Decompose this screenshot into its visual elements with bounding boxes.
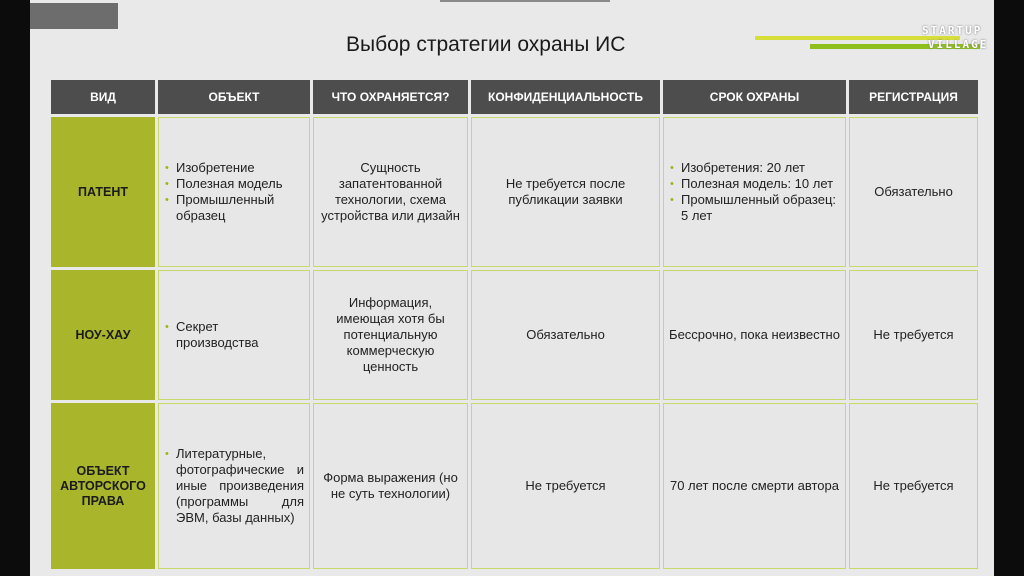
list-item: • Литературные, фотографические и иные произведения (программы для ЭВМ, базы данных) — [164, 446, 304, 526]
logo-line-1: STARTUP — [922, 24, 983, 37]
term-cell — [663, 117, 846, 267]
table-header-row — [51, 80, 978, 114]
object-cell — [158, 117, 310, 267]
term-list — [669, 160, 840, 224]
term-cell: 70 лет после смерти автора — [663, 403, 846, 569]
header-kind: ВИД — [51, 80, 155, 114]
registration-cell: Не требуется — [849, 270, 978, 400]
slide-title: Выбор стратегии охраны ИС — [346, 33, 626, 56]
ip-strategy-table — [48, 77, 981, 572]
confidentiality-cell: Обязательно — [471, 270, 660, 400]
object-cell — [158, 403, 310, 569]
startup-village-logo — [922, 24, 988, 52]
logo-line-2: VILLAGE — [928, 38, 989, 51]
protected-cell: Сущность запатентованной технологии, схема устройства или дизайн — [313, 117, 468, 267]
kind-cell: НОУ-ХАУ — [51, 270, 155, 400]
list-item: • Секрет производства — [164, 319, 304, 351]
list-item: • Полезная модель — [164, 176, 304, 192]
confidentiality-cell: Не требуется — [471, 403, 660, 569]
table-row-knowhow — [51, 270, 978, 400]
table-row-copyright — [51, 403, 978, 569]
object-list — [164, 319, 304, 351]
list-item: • Полезная модель: 10 лет — [669, 176, 840, 192]
protected-cell: Форма выражения (но не суть технологии) — [313, 403, 468, 569]
kind-cell: ОБЪЕКТ АВТОРСКОГО ПРАВА — [51, 403, 155, 569]
list-item: • Промышленный образец — [164, 192, 304, 224]
registration-cell: Не требуется — [849, 403, 978, 569]
list-item: • Промышленный образец: 5 лет — [669, 192, 840, 224]
confidentiality-cell: Не требуется после публикации заявки — [471, 117, 660, 267]
table-row-patent — [51, 117, 978, 267]
header-term: СРОК ОХРАНЫ — [663, 80, 846, 114]
registration-cell: Обязательно — [849, 117, 978, 267]
header-object: ОБЪЕКТ — [158, 80, 310, 114]
term-cell: Бессрочно, пока неизвестно — [663, 270, 846, 400]
object-cell — [158, 270, 310, 400]
top-left-bar — [30, 3, 118, 29]
list-item: • Изобретение — [164, 160, 304, 176]
list-item: • Изобретения: 20 лет — [669, 160, 840, 176]
header-confidentiality: КОНФИДЕНЦИАЛЬНОСТЬ — [471, 80, 660, 114]
protected-cell: Информация, имеющая хотя бы потенциальную коммерческую ценность — [313, 270, 468, 400]
top-center-bar — [440, 0, 610, 2]
object-list — [164, 160, 304, 224]
object-list — [164, 446, 304, 526]
header-protected: ЧТО ОХРАНЯЕТСЯ? — [313, 80, 468, 114]
header-registration: РЕГИСТРАЦИЯ — [849, 80, 978, 114]
kind-cell: ПАТЕНТ — [51, 117, 155, 267]
